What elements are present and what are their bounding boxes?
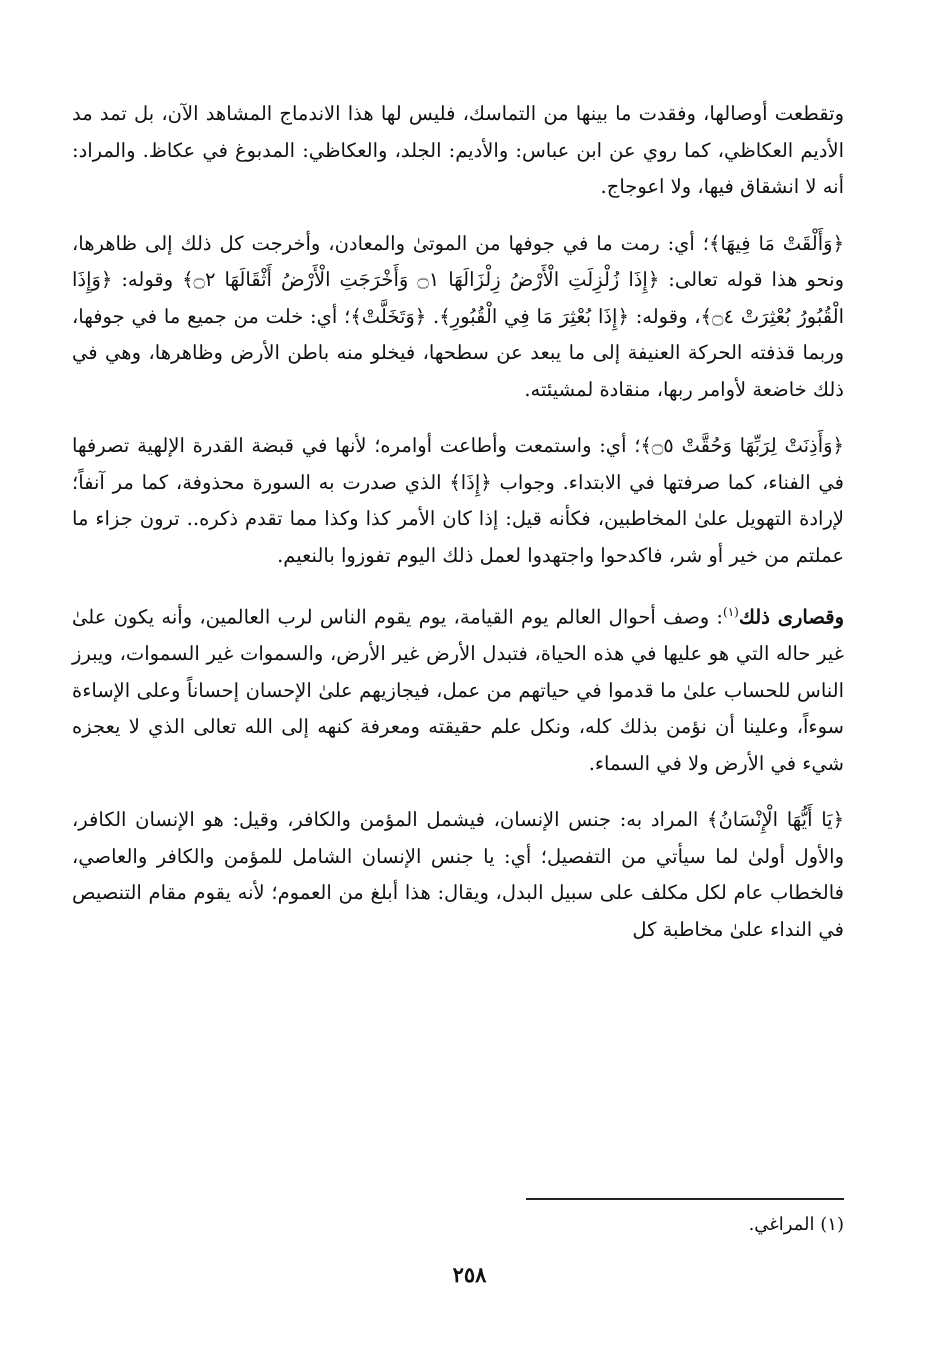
paragraph-5: ﴿يَا أَيُّهَا الْإِنْسَانُ﴾ المراد به: جنس الإنسان، فيشمل المؤمن والكافر، وقيل: هو الإنسان الكافر، والأول أولىٰ لما سيأتي من التفصيل؛ أي: يا جنس الإنسان الشامل للمؤمن والكافر والعاصي، فالخطاب عام لكل مكلف على سبيل البدل، ويقال: هذا أبلغ من العموم؛ لأنه يقوم مقام التنصيص في النداء علىٰ مخاطبة كل bbox=[72, 808, 844, 941]
footnote-marker: (١) bbox=[723, 605, 739, 619]
footnote-divider bbox=[526, 1198, 844, 1200]
paragraph-1: وتقطعت أوصالها، وفقدت ما بينها من التماسك، فليس لها هذا الاندماج المشاهد الآن، بل تمد مد الأديم العكاظي، كما روي عن ابن عباس: والأديم: الجلد، والعكاظي: المدبوغ في عكاظ. والمراد: أنه لا انشقاق فيها، ولا اعوجاج. bbox=[72, 102, 844, 198]
page-body bbox=[72, 96, 844, 968]
footnote: (١) المراغي. bbox=[748, 1214, 844, 1235]
summary-lead: وقصارى ذلك bbox=[738, 605, 844, 629]
paragraph-3: ﴿وَأَذِنَتْ لِرَبِّهَا وَحُقَّتْ ۝٥﴾؛ أي: واستمعت وأطاعت أوامره؛ لأنها في قبضة القدرة الإلهية تصرفها في الفناء، كما صرفتها في الابتداء. وجواب ﴿إِذَا﴾ الذي صدرت به السورة محذوفة، كما مر آنفاً؛ لإرادة التهويل علىٰ المخاطبين، فكأنه قيل: إذا كان الأمر كذا وكذا مما تقدم ذكره.. ترون جزاء ما عملتم من خير أو شر، فاكدحوا واجتهدوا لعمل ذلك اليوم تفوزوا بالنعيم. bbox=[72, 434, 844, 567]
paragraph-4-text: وصف أحوال العالم يوم القيامة، يوم يقوم الناس لرب العالمين، وأنه يكون علىٰ غير حاله التي هو عليها في هذه الحياة، فتبدل الأرض غير الأرض، والسموات غير السموات، ويبرز الناس للحساب علىٰ ما قدموا في حياتهم من عمل، فيجازيهم علىٰ الإحسان إحساناً وعلى الإساءة سوءاً، وعلينا أن نؤمن بذلك كله، ونكل علم حقيقته ومعرفة كنهه إلى الله تعالى الذي لا يعجزه شيء في الأرض ولا في السماء. bbox=[72, 605, 844, 775]
page-number: ٢٥٨ bbox=[452, 1262, 487, 1287]
paragraph-2: ﴿وَأَلْقَتْ مَا فِيهَا﴾؛ أي: رمت ما في جوفها من الموتىٰ والمعادن، وأخرجت كل ذلك إلى ظاهرها، ونحو هذا قوله تعالى: ﴿إِذَا زُلْزِلَتِ الْأَرْضُ زِلْزَالَهَا ۝١ وَأَخْرَجَتِ الْأَرْضُ أَثْقَالَهَا ۝٢﴾ وقوله: ﴿وَإِذَا الْقُبُورُ بُعْثِرَتْ ۝٤﴾، وقوله: ﴿إِذَا بُعْثِرَ مَا فِي الْقُبُورِ﴾. ﴿وَتَخَلَّتْ﴾؛ أي: خلت من جميع ما في جوفها، وربما قذفته الحركة العنيفة إلى ما يبعد عن سطحها، فيخلو منه باطن الأرض وظاهرها، وهي في ذلك خاضعة لأوامر ربها، منقادة لمشيئته. bbox=[72, 231, 844, 401]
summary-colon: : bbox=[709, 605, 723, 629]
paragraph-4 bbox=[72, 594, 844, 782]
